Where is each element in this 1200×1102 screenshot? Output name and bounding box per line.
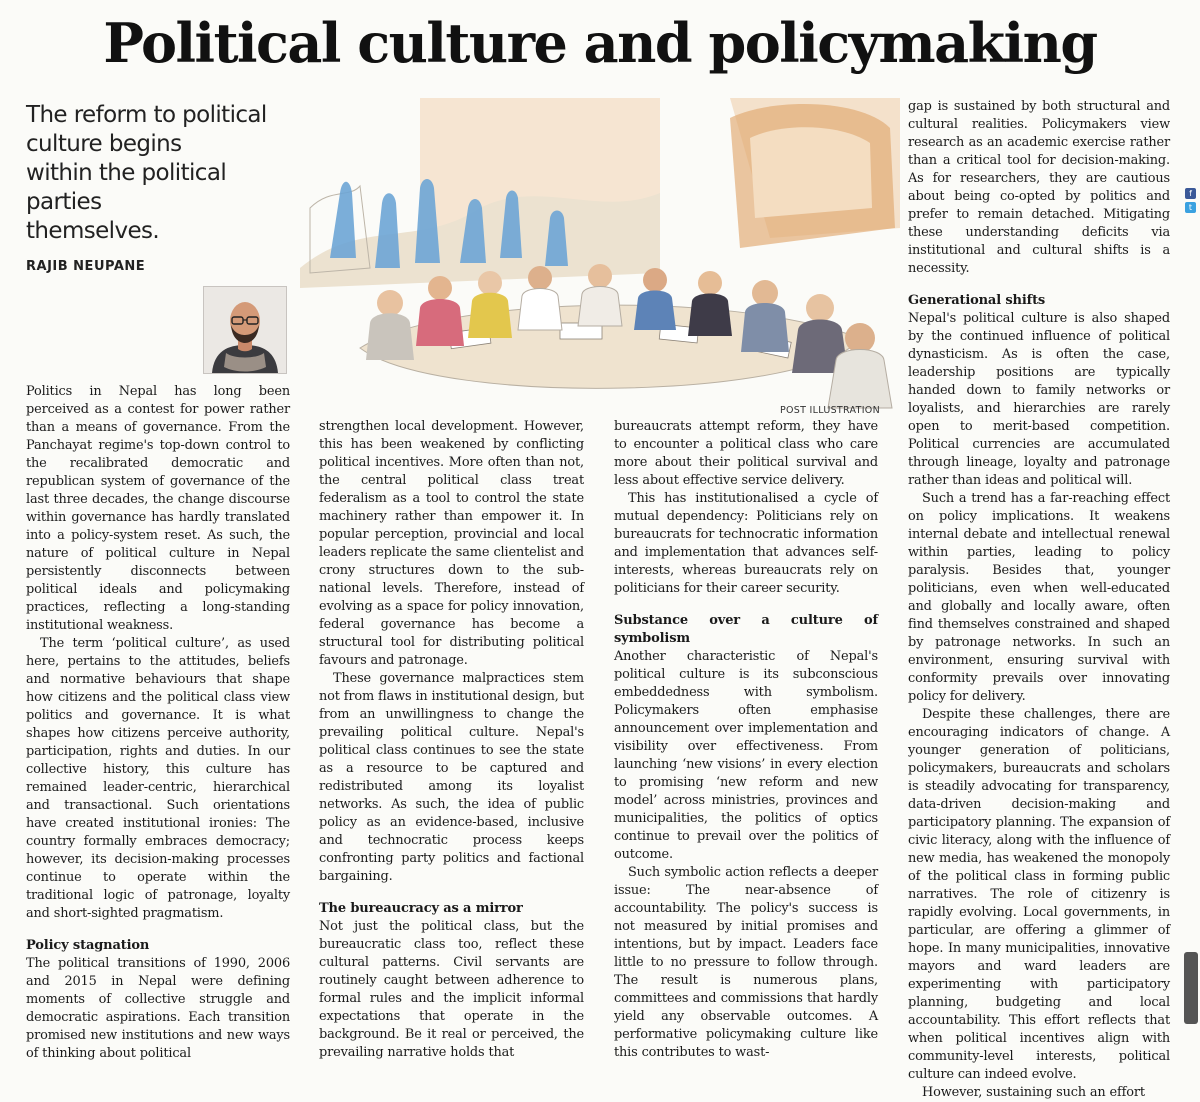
deck	[26, 101, 286, 246]
paragraph: However, sustaining such an effort	[922, 1085, 1145, 1100]
paragraph: The political transitions of 1990, 2006 and 2015 in Nepal were defining moments of collective struggle and democratic aspirations. Each transition promised new institutions and new ways of thinking about political	[26, 956, 290, 1061]
deck-line: culture begins	[26, 131, 182, 157]
subheading-generational-shifts: Generational shifts	[908, 293, 1046, 308]
share-rail	[1185, 188, 1197, 216]
illustration-graphic	[300, 98, 900, 416]
author-portrait-image	[204, 287, 286, 373]
subheading-bureaucracy-mirror: The bureaucracy as a mirror	[319, 901, 523, 916]
article-column-4	[908, 98, 1170, 1100]
article-column-2	[319, 418, 584, 1060]
paragraph: Such a trend has a far-reaching effect on policy implications. It weakens internal debate and intellectual renewal within parties, leading to policy paralysis. Besides that, younger politicians, even when well-educated and globally and locally aware, often find themselves constrained and shaped by patronage networks. In such an environment, ensuring survival with conformity prevails over innovating policy for delivery.	[908, 491, 1170, 704]
subheading-substance-symbolism: Substance over a culture of symbolism	[614, 613, 878, 646]
paragraph: These governance malpractices stem not from flaws in institutional design, but from an unwillingness to change the prevailing political culture. Nepal's political class continues to see the state as a resource to be captured and redistributed among its loyalist networks. As such, the idea of public policy as an evidence-based, inclusive and technocratic process keeps confronting party politics and factional bargaining.	[319, 671, 584, 884]
deck-line: The reform to political	[26, 102, 267, 128]
paragraph: The term ‘political culture’, as used here, pertains to the attitudes, beliefs and normative behaviours that shape how citizens and the political class view politics and governance. It is what shapes how citizens perceive authority, participation, rights and duties. In our collective history, this culture has remained leader-centric, hierarchical and transactional. Such orientations have created institutional ironies: The country formally embraces democracy; however, its decision-making processes continue to operate within the traditional logic of patronage, loyalty and short-sighted pragmatism.	[26, 636, 290, 921]
paragraph: bureaucrats attempt reform, they have to encounter a political class who care more about their political survival and less about effective service delivery.	[614, 419, 878, 488]
paragraph: This has institutionalised a cycle of mutual dependency: Politicians rely on bureaucrats for technocratic information and implementation that advances self-interests, whereas bureaucrats rely on politicians for their career security.	[614, 491, 878, 596]
paragraph: Another characteristic of Nepal's political culture is its subconscious embeddedness with symbolism. Policymakers often emphasise announcement over implementation and visibility over effectiveness. From launching ‘new visions’ in every election to promising ‘new reform and new model’ across ministries, provinces and municipalities, the politics of optics continue to prevail over the politics of outcome.	[614, 649, 878, 862]
side-tab[interactable]	[1184, 952, 1198, 1024]
twitter-share-icon[interactable]: t	[1185, 202, 1196, 213]
article-column-1	[26, 383, 290, 1061]
byline: RAJIB NEUPANE	[26, 259, 146, 274]
facebook-share-icon[interactable]: f	[1185, 188, 1196, 199]
paragraph: Politics in Nepal has long been perceived as a contest for power rather than a means of governance. From the Panchayat regime's top-down control to the recalibrated democratic and republican system of governance of the last three decades, the change discourse within governance has hardly translated into a policy-system reset. As such, the nature of political culture in Nepal persistently disconnects between political ideals and policymaking practices, reflecting a long-standing institutional weakness.	[26, 384, 290, 633]
subheading-policy-stagnation: Policy stagnation	[26, 938, 150, 953]
paragraph: strengthen local development. However, this has been weakened by conflicting political incentives. More often than not, the central political class treat federalism as a tool to control the state machinery rather than empower it. In popular perception, provincial and local leaders replicate the same clientelist and crony structures down to the sub-national levels. Therefore, instead of evolving as a space for policy innovation, federal governance has become a structural tool for distributing political favours and patronage.	[319, 419, 584, 668]
deck-line: within the political parties	[26, 160, 227, 215]
paragraph: Such symbolic action reflects a deeper issue: The near-absence of accountability. The policy's success is not measured by initial promises and intentions, but by impact. Leaders face little to no pressure to follow through. The result is numerous plans, committees and commissions that hardly yield any observable outcomes. A performative policymaking culture like this contributes to wast-	[614, 865, 878, 1060]
meeting-illustration	[300, 98, 900, 416]
paragraph: Nepal's political culture is also shaped by the continued influence of political dynasticism. As is often the case, leadership positions are typically handed down to family networks or loyalists, and hierarchies are rarely open to merit-based competition. Political currencies are accumulated through lineage, loyalty and patronage rather than ideas and political will.	[908, 311, 1170, 488]
paragraph: Despite these challenges, there are encouraging indicators of change. A younger generation of politicians, policymakers, bureaucrats and scholars is steadily advocating for transparency, data-driven decision-making and participatory planning. The expansion of civic literacy, along with the influence of new media, has weakened the monopoly of the political class in forming public narratives. The role of citizenry is rapidly evolving. Local governments, in particular, are offering a glimmer of hope. In many municipalities, innovative mayors and ward leaders are experimenting with participatory planning, budgeting and local accountability. This effort reflects that when political incentives align with community-level interests, political culture can indeed evolve.	[908, 707, 1170, 1082]
headline: Political culture and policymaking	[103, 11, 1097, 75]
paragraph: Not just the political class, but the bureaucratic class too, reflect these cultural patterns. Civil servants are routinely caught between adherence to formal rules and the implicit informal expectations that operate in the background. Be it real or perceived, the prevailing narrative holds that	[319, 919, 584, 1060]
article-column-3	[614, 418, 878, 1060]
author-photo	[203, 286, 287, 374]
paragraph: gap is sustained by both structural and cultural realities. Policymakers view research as an academic exercise rather than a critical tool for decision-making. As for researchers, they are cautious about being co-opted by politics and prefer to remain detached. Mitigating these understanding deficits via institutional and cultural shifts is a necessity.	[908, 99, 1170, 276]
deck-line: themselves.	[26, 218, 160, 244]
illustration-credit: POST ILLUSTRATION	[779, 405, 880, 416]
